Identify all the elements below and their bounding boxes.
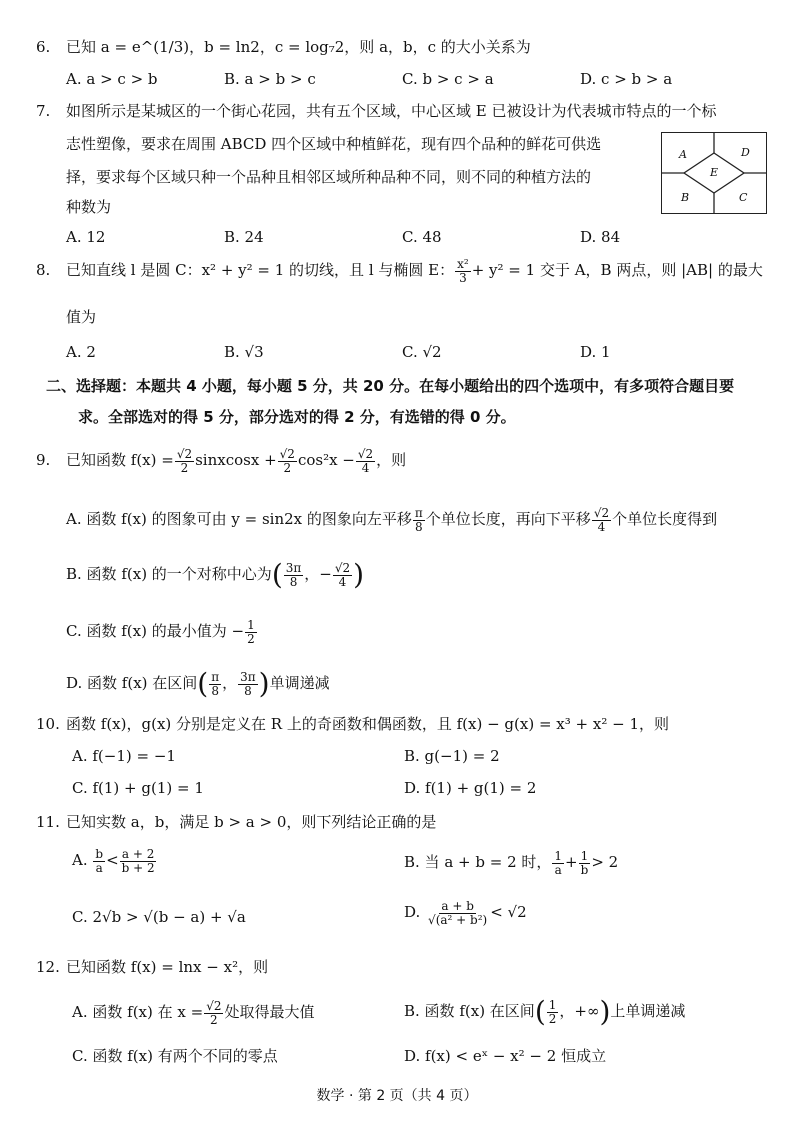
q11d-lt: < √2 — [490, 903, 527, 922]
frac-den: 2 — [210, 1012, 218, 1027]
q9-option-b — [66, 558, 365, 591]
q10-option-d: D. f(1) + g(1) = 2 — [404, 779, 537, 797]
frac-num: 3π — [285, 560, 302, 575]
q7-number: 7. — [36, 102, 51, 120]
frac-den: 4 — [361, 460, 370, 475]
q11-option-c: C. 2√b > √(b − a) + √a — [72, 908, 246, 926]
q12a-text-2: 处取得最大值 — [224, 1003, 315, 1022]
q11-option-b — [404, 850, 618, 876]
q11b-frac-1b — [579, 850, 591, 876]
q12b-inf: ，+∞ — [559, 1002, 600, 1020]
q6-option-c: C. b > c > a — [402, 70, 494, 88]
q9-frac-1 — [175, 448, 194, 474]
q7-option-d: D. 84 — [580, 228, 621, 246]
q9d-frac-pi8 — [209, 671, 221, 697]
q12a-frac — [204, 1000, 223, 1026]
left-paren: ( — [271, 558, 283, 591]
q8-option-b: B. √3 — [224, 343, 264, 361]
q7-text-1: 如图所示是某城区的一个街心花园，共有五个区域，中心区域 E 已被设计为代表城市特点的一个标 — [66, 102, 717, 120]
q12-option-b — [404, 995, 686, 1028]
frac-den: 8 — [415, 519, 423, 534]
region-a-label: A — [679, 148, 687, 161]
left-paren: ( — [197, 667, 209, 700]
q9b-frac-3pi8 — [284, 562, 304, 588]
section2-heading-line1: 二、选择题：本题共 4 小题，每小题 5 分，共 20 分。在每小题给出的四个选项中，有多项符合题目要 — [46, 377, 735, 395]
right-paren: ) — [599, 995, 611, 1028]
q11a-label: A. — [72, 851, 88, 870]
q7-option-c: C. 48 — [402, 228, 442, 246]
q6-text: 已知 a = e^(1/3)，b = ln2，c = log₇2，则 a，b，c 的大小关系为 — [66, 38, 531, 56]
q8-option-c: C. √2 — [402, 343, 442, 361]
q8-line2: 值为 — [66, 308, 97, 326]
q12-option-d: D. f(x) < eˣ − x² − 2 恒成立 — [404, 1047, 607, 1065]
frac-num: 1 — [580, 849, 589, 863]
fraction-denominator: 3 — [459, 270, 467, 285]
frac-num: 1 — [554, 849, 563, 863]
page-footer: 数学 · 第 2 页（共 4 页） — [316, 1088, 478, 1104]
ellipse-fraction — [455, 258, 471, 284]
q7-line2: 志性塑像，要求在周围 ABCD 四个区域中种植鲜花，现有四个品种的鲜花可供选 — [66, 135, 602, 153]
q11-option-a — [72, 848, 158, 874]
frac-den: b + 2 — [121, 860, 155, 875]
q9-option-c — [66, 619, 258, 645]
q8-line1 — [36, 258, 763, 284]
q6-option-d: D. c > b > a — [580, 70, 673, 88]
q6-stem — [36, 38, 531, 56]
q9d-comma: ， — [222, 674, 238, 692]
region-d-label: D — [741, 146, 750, 159]
q11-stem — [36, 813, 436, 831]
region-b-label: B — [681, 191, 690, 204]
frac-den: 2 — [283, 460, 292, 475]
q10-text: 函数 f(x)，g(x) 分别是定义在 R 上的奇函数和偶函数，且 f(x) − g(x) = x³ + x² − 1，则 — [66, 715, 670, 733]
q10-option-c: C. f(1) + g(1) = 1 — [72, 779, 204, 797]
q9-text-3: cos²x − — [297, 451, 355, 470]
q9d-frac-3pi8 — [238, 671, 258, 697]
garden-figure — [661, 132, 767, 214]
q9a-text-2: 个单位长度，再向下平移 — [425, 510, 591, 529]
q8-number: 8. — [36, 261, 51, 280]
q10-option-b: B. g(−1) = 2 — [404, 747, 500, 765]
q11b-frac-1a — [552, 850, 564, 876]
frac-num: √2 — [279, 447, 295, 461]
frac-num: √2 — [206, 999, 222, 1013]
q9a-frac-r2-4 — [592, 507, 611, 533]
q12b-frac — [547, 999, 559, 1025]
frac-num: 1 — [548, 997, 557, 1012]
q8-text-1: 已知直线 l 是圆 C：x² + y² = 1 的切线，且 l 与椭圆 E： — [66, 261, 455, 280]
q9-text-1: 已知函数 f(x) = — [66, 451, 174, 470]
q8-option-a: A. 2 — [66, 343, 96, 361]
q11b-gt: > 2 — [591, 853, 619, 872]
q7-line1 — [36, 102, 717, 120]
q9-frac-3 — [356, 448, 375, 474]
q11d-frac — [426, 900, 489, 926]
frac-num: √2 — [176, 447, 193, 461]
frac-num: a + 2 — [121, 847, 155, 861]
region-c-label: C — [739, 191, 748, 204]
q11a-frac-a2b2 — [120, 848, 157, 874]
frac-den: 8 — [211, 683, 219, 698]
q7-option-b: B. 24 — [224, 228, 264, 246]
q12-option-a — [72, 1000, 314, 1026]
q11a-lt: < — [106, 851, 119, 870]
frac-num: √2 — [593, 506, 610, 520]
frac-den: 2 — [247, 631, 255, 646]
q8-text-2: + y² = 1 交于 A，B 两点，则 |AB| 的最大 — [471, 261, 763, 280]
q9-number: 9. — [36, 451, 51, 470]
q9c-frac-half — [245, 619, 257, 645]
frac-num: a + b — [441, 899, 474, 913]
q11b-plus: + — [565, 853, 578, 872]
frac-den: 4 — [597, 519, 606, 534]
q11d-label: D. — [404, 903, 421, 922]
frac-den: a — [554, 862, 562, 877]
q10-stem — [36, 715, 669, 733]
q9-text-2: sinxcosx + — [195, 451, 277, 470]
left-paren: ( — [534, 995, 546, 1028]
right-paren: ) — [258, 667, 270, 700]
frac-den: b — [580, 862, 589, 877]
q6-option-b: B. a > b > c — [224, 70, 316, 88]
frac-num: π — [211, 669, 220, 684]
q10-option-a: A. f(−1) = −1 — [72, 747, 176, 765]
frac-den: 8 — [244, 683, 252, 698]
q12a-text-1: A. 函数 f(x) 在 x = — [72, 1003, 204, 1022]
q12b-text-2: 上单调递减 — [610, 1002, 686, 1020]
q7-option-a: A. 12 — [66, 228, 106, 246]
q9d-text-1: D. 函数 f(x) 在区间 — [66, 674, 198, 692]
right-paren: ) — [353, 558, 365, 591]
q10-number: 10. — [36, 715, 60, 733]
q9b-sep: ，− — [304, 565, 332, 583]
q9-frac-2 — [278, 448, 297, 474]
fraction-numerator: x² — [457, 257, 469, 271]
q9a-text-1: A. 函数 f(x) 的图象可由 y = sin2x 的图象向左平移 — [66, 510, 412, 529]
frac-num: b — [95, 847, 104, 861]
q9-option-d — [66, 667, 330, 700]
frac-den: 8 — [289, 574, 298, 589]
q12-number: 12. — [36, 958, 60, 976]
frac-den: 2 — [180, 460, 189, 475]
q9b-frac-r2-4 — [333, 562, 352, 588]
q8-option-d: D. 1 — [580, 343, 611, 361]
q11-option-d — [404, 900, 527, 926]
q9b-text: B. 函数 f(x) 的一个对称中心为 — [66, 565, 272, 583]
q7-line3: 择，要求每个区域只种一个品种且相邻区域所种品种不同，则不同的种植方法的 — [66, 168, 592, 186]
frac-den: a — [95, 860, 103, 875]
q9-text-4: ，则 — [376, 451, 407, 470]
frac-num: √2 — [334, 560, 351, 575]
region-e-label: E — [710, 166, 719, 179]
q11-text: 已知实数 a，b，满足 b > a > 0，则下列结论正确的是 — [66, 813, 437, 831]
frac-num: 3π — [240, 669, 256, 684]
q12b-text-1: B. 函数 f(x) 在区间 — [404, 1002, 535, 1020]
section2-heading-line2: 求。全部选对的得 5 分，部分选对的得 2 分，有选错的得 0 分。 — [78, 408, 516, 426]
q9d-text-2: 单调递减 — [269, 674, 330, 692]
q7-line4: 种数为 — [66, 198, 112, 216]
q11a-frac-ba — [93, 848, 105, 874]
q11b-text: B. 当 a + b = 2 时， — [404, 853, 552, 872]
q12-stem — [36, 958, 268, 976]
frac-num: 1 — [247, 618, 255, 632]
q9-option-a — [66, 507, 717, 533]
q12-option-c: C. 函数 f(x) 有两个不同的零点 — [72, 1047, 278, 1065]
q11-number: 11. — [36, 813, 60, 831]
q9-stem — [36, 448, 406, 474]
q6-option-a: A. a > c > b — [66, 70, 158, 88]
q9c-text: C. 函数 f(x) 的最小值为 − — [66, 622, 245, 641]
frac-den: 2 — [548, 1011, 557, 1026]
q6-number: 6. — [36, 38, 51, 56]
frac-num: π — [414, 506, 423, 520]
q9a-text-3: 个单位长度得到 — [612, 510, 718, 529]
q9a-frac-pi8 — [413, 507, 425, 533]
frac-den: 4 — [338, 574, 347, 589]
frac-den: √(a² + b²) — [428, 912, 488, 927]
q12-text: 已知函数 f(x) = lnx − x²，则 — [66, 958, 269, 976]
frac-num: √2 — [357, 447, 374, 461]
